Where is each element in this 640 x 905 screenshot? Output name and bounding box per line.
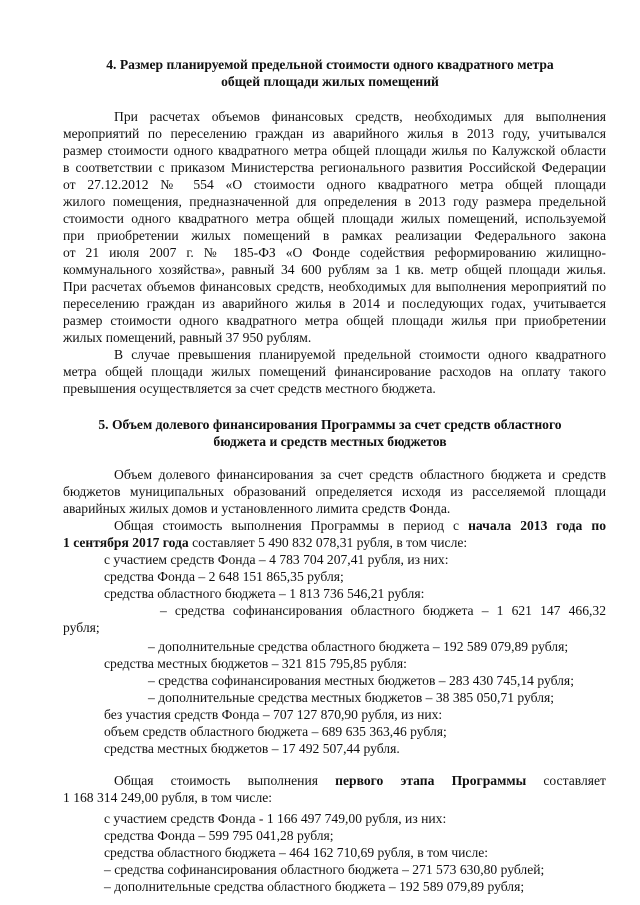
s5-p1-line: аварийных жилых домов и установленного лимита средств Фонда. [63,501,451,516]
s4-p1-line: жилых помещений, равный 37 950 рублям. [63,330,312,345]
breakdown-item: средства областного бюджета – 1 813 736 546,21 рубля: [104,586,425,601]
s4-p1-line: в соответствии с приказом Министерства регионального развития Российской Федерации [63,160,606,175]
stage-1-line-1 [114,772,606,789]
s4-p2-line: метра общей площади жилых помещений финансирование расходов на оплату такого [63,364,606,379]
breakdown-item: рубля; [63,620,100,635]
stage-1-end: составляет [543,773,606,788]
stage-1-item: – дополнительные средства областного бюджета – 192 589 079,89 рубля; [104,879,525,894]
s4-p1-line: При расчетах объемов финансовых средств, необходимых для выполнения [114,109,606,124]
total-cost-line-1 [114,517,606,534]
breakdown-item: средства местных бюджетов – 17 492 507,44 рубля. [104,741,400,756]
stage-1-bold: первого этапа Программы [335,773,527,788]
breakdown-item: объем средств областного бюджета – 689 635 363,46 рубля; [104,724,447,739]
stage-1-item: – средства софинансирования областного бюджета – 271 573 630,80 рублей; [104,862,545,877]
s4-p1-line: размер стоимости одного квадратного метра общей площади жилья при приобретении [63,313,606,328]
s4-p1-line: При расчетах объемов финансовых средств, необходимых для выполнения мероприятий по [63,279,606,294]
stage-1-item: средства областного бюджета – 464 162 710,69 рубля, в том числе: [104,845,489,860]
section-4-title-line-2: общей площади жилых помещений [221,74,439,89]
total-cost-line-2 [63,534,467,551]
s4-p1-line: жилого помещения, предназначенной для определения в 2013 году размера предельной [63,194,606,209]
s4-p1-line: размер стоимости одного квадратного метра общей площади жилья по Калужской области [63,143,606,158]
section-5-title-line-2: бюджета и средств местных бюджетов [213,434,447,449]
total-cost-amount: составляет 5 490 832 078,31 рубля, в том числе: [192,535,468,550]
stage-1-line-2: 1 168 314 249,00 рубля, в том числе: [63,790,273,805]
s4-p1-line: от 27.12.2012 № 554 «О стоимости одного квадратного метра общей площади [63,177,606,192]
total-cost-period-end: 1 сентября 2017 года [63,535,189,550]
stage-1-item: средства Фонда – 599 795 041,28 рубля; [104,828,334,843]
s5-p1-line: Объем долевого финансирования за счет средств областного бюджета и средств [114,467,606,482]
section-5-title-line-1: 5. Объем долевого финансирования Программы за счет средств областного [98,417,562,432]
breakdown-item: – дополнительные средства местных бюджетов – 38 385 050,71 рубля; [148,690,555,705]
breakdown-item: без участия средств Фонда – 707 127 870,90 рубля, из них: [104,707,443,722]
s4-p1-line: мероприятий по переселению граждан из аварийного жилья в 2013 году, учитывался [63,126,606,141]
stage-1-text: Общая стоимость выполнения [114,773,318,788]
s4-p1-line: при приобретении жилых помещений в рамках реализации Федерального закона [63,228,606,243]
breakdown-item: средства местных бюджетов – 321 815 795,85 рубля: [104,656,407,671]
s4-p2-line: В случае превышения планируемой предельной стоимости одного квадратного [114,347,606,362]
s4-p1-line: стоимости одного квадратного метра общей площади жилых помещений, используемой [63,211,606,226]
total-cost-period-start: начала 2013 года по [468,518,606,533]
total-cost-text: Общая стоимость выполнения Программы в период с [114,518,460,533]
breakdown-item: – дополнительные средства областного бюджета – 192 589 079,89 рубля; [148,639,569,654]
breakdown-item: – средства софинансирования областного бюджета – 1 621 147 466,32 [160,603,606,618]
stage-1-item: с участием средств Фонда - 1 166 497 749,00 рубля, из них: [104,811,447,826]
breakdown-item: средства Фонда – 2 648 151 865,35 рубля; [104,569,344,584]
breakdown-item: с участием средств Фонда – 4 783 704 207,41 рубля, из них: [104,552,449,567]
s4-p1-line: от 21 июля 2007 г. № 185-ФЗ «О Фонде содействия реформированию жилищно- [63,245,606,260]
breakdown-item: – средства софинансирования местных бюджетов – 283 430 745,14 рубля; [148,673,574,688]
section-4-title-line-1: 4. Размер планируемой предельной стоимости одного квадратного метра [106,57,554,72]
s4-p1-line: коммунального хозяйства», равный 34 600 рублям за 1 кв. метр общей площади жилья. [63,262,606,277]
s4-p2-line: превышения осуществляется за счет средств местного бюджета. [63,381,436,396]
s4-p1-line: переселению граждан из аварийного жилья в 2014 и последующих годах, учитывается [63,296,606,311]
s5-p1-line: бюджетов муниципальных образований определяется исходя из расселяемой площади [63,484,606,499]
